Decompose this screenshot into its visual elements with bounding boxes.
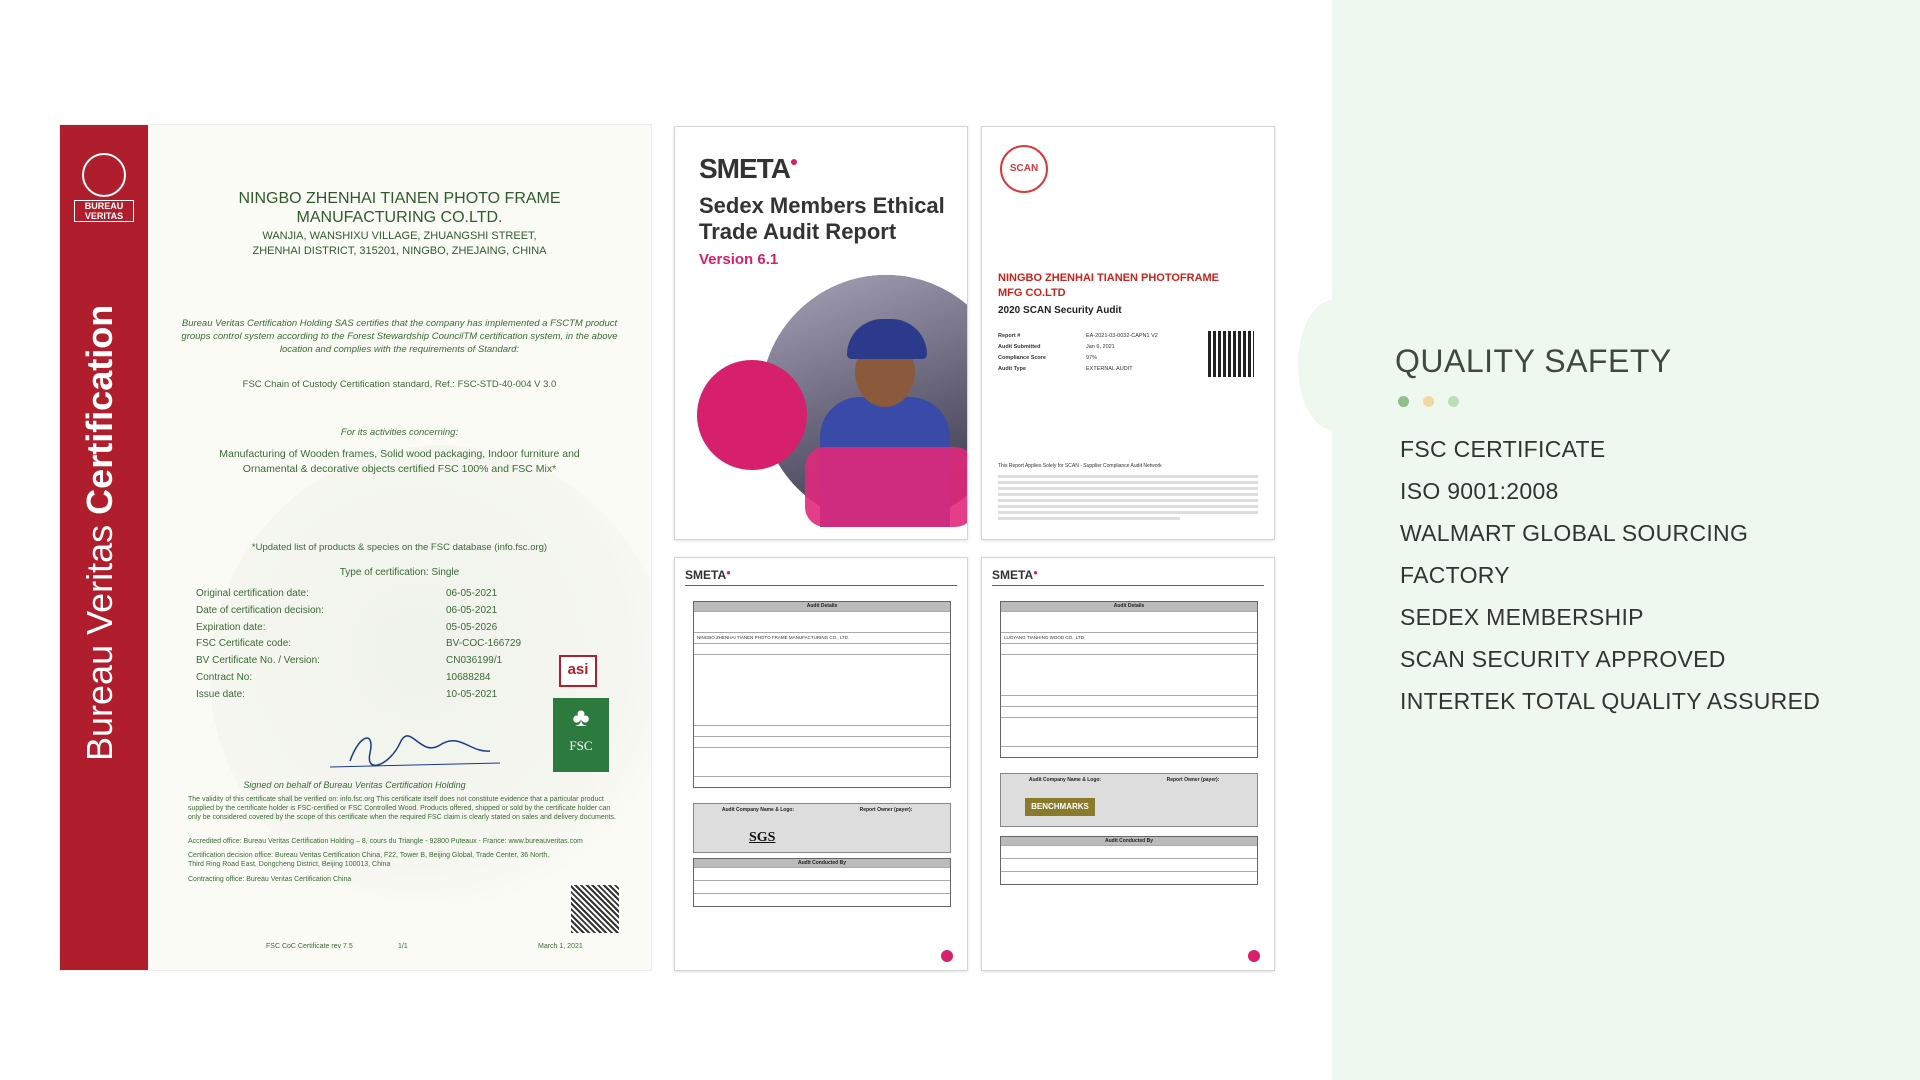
header-rule [685,585,957,586]
qr-code-icon [571,885,619,933]
company-name [148,189,651,227]
detail-label: Contract No: [196,671,253,683]
scan-subtitle: 2020 SCAN Security Audit [998,305,1122,316]
activities [148,447,651,477]
company-line: NINGBO ZHENHAI TIANEN PHOTOFRAME [998,272,1220,284]
audit-company-box [1000,773,1258,827]
dot-3 [1448,396,1459,407]
smeta-logo [685,568,731,582]
cert-item: INTERTEK TOTAL QUALITY ASSURED [1400,688,1821,714]
table-row [694,611,950,632]
smeta-logo-text: SMETA [992,568,1034,582]
audit-company-label: Audit Company Name & Logo: [1028,777,1102,783]
address-line: WANJIA, WANSHIXU VILLAGE, ZHUANGSHI STREET, [262,230,537,242]
row-value: 97% [1086,355,1098,361]
report-owner-label: Report Owner (payer): [859,807,913,813]
detail-value: CN036199/1 [446,655,503,667]
table-row: LUOYANG TIANHING WOOD CO., LTD [1001,632,1257,643]
table-row [1001,654,1257,695]
accredited-office: Accredited office: Bureau Veritas Certification Holding – 8, cours du Triangle - 92800 Puteaux - France: www.bureauveritas.com [188,838,583,845]
detail-row [196,687,521,704]
cert-item: SCAN SECURITY APPROVED [1400,646,1726,672]
scan-row [998,353,1158,364]
detail-value: 06-05-2021 [446,604,498,616]
decision-office: Certification decision office: Bureau Veritas Certification China, F22, Tower B, Beijing Global, Trade Center, 36 North, Third Ring Road East, Dongcheng District, Beijing 100013, China [188,852,550,868]
detail-row [196,603,521,620]
scan-company [998,271,1219,301]
smeta-logo-text: SMETA [685,568,727,582]
audit-conducted-table [693,858,951,907]
scan-logo: SCAN [1000,145,1048,193]
pink-circle-shape [697,360,807,470]
brand-band [60,125,148,970]
address-line: ZHENHAI DISTRICT, 315201, NINGBO, ZHEJAING, CHINA [252,245,547,257]
detail-label: Issue date: [196,688,245,700]
panel-notch [1298,300,1368,430]
table-row: NINGBO ZHENHAI TIANEN PHOTO FRAME MANUFACTURING CO., LTD. [694,632,950,643]
row-label: Report # [998,333,1021,339]
smeta-logo [699,153,797,185]
smeta-title [699,193,945,245]
smeta-dot-icon: ● [726,568,731,577]
row-label: Audit Submitted [998,344,1041,350]
detail-row [196,620,521,637]
title-line: Sedex Members Ethical [699,193,945,218]
audit-company-box [693,803,951,853]
activities-line: Manufacturing of Wooden frames, Solid wood packaging, Indoor furniture and [219,448,580,460]
detail-row [196,586,521,603]
detail-value: 06-05-2021 [446,588,498,599]
fsc-tree-icon: ♣ [572,703,590,732]
vertical-brand [79,304,121,761]
table-row [694,747,950,776]
detail-value: BV-COC-166729 [446,638,522,650]
smeta-logo [992,568,1038,582]
smeta-version: Version 6.1 [699,251,779,268]
dot-2 [1423,396,1434,407]
signature [330,723,500,771]
title-line: Trade Audit Report [699,219,897,244]
table-row [1001,643,1257,654]
pink-fabric [805,447,968,527]
table-row [1001,845,1257,858]
brand-bold: Certification [79,304,120,515]
table-row [694,867,950,880]
detail-label: BV Certificate No. / Version: [196,655,320,667]
contracting-office: Contracting office: Bureau Veritas Certification China [188,876,352,883]
smeta-dot-icon: ● [1033,568,1038,577]
smeta-audit-page-2 [981,557,1275,971]
table-row [1001,706,1257,717]
detail-row [196,670,521,687]
detail-row [196,636,521,653]
header-rule [992,585,1264,586]
scan-row [998,364,1158,375]
updated-note: *Updated list of products & species on the FSC database (info.fsc.org) [251,542,548,553]
asi-badge-icon: asi [559,655,597,687]
disclaimer-text [998,475,1258,523]
bureau-veritas-certificate [59,124,652,971]
scan-row [998,342,1158,353]
smeta-audit-page-1 [674,557,968,971]
detail-label: Date of certification decision: [196,604,324,616]
seal-icon [82,153,126,197]
row-label: Audit Type [998,366,1027,372]
cert-item: WALMART GLOBAL SOURCING [1400,520,1749,546]
scan-applies-note: This Report Applies Solely for SCAN - Supplier Compliance Audit Network [998,463,1162,469]
detail-label: Original certification date: [196,588,309,599]
fsc-logo [553,698,609,772]
qr-code-icon [1208,331,1254,377]
logo-text: BUREAU VERITAS [74,200,134,222]
table-row [694,736,950,747]
certificate-list [1400,433,1820,727]
scan-row [998,331,1158,342]
table-header: Audit Details [1001,602,1257,611]
smeta-dot-icon: ● [789,153,798,169]
row-value: EXTERNAL AUDIT [1086,366,1133,372]
row-value: EA-2021-03-0032-CAPN1 V2 [1086,333,1158,339]
table-row [694,893,950,906]
footer-date: March 1, 2021 [538,943,583,950]
company-line: MFG CO.LTD [998,287,1066,299]
validity-note: The validity of this certificate shall be verified on: info.fsc.org This certificate itself does not constitute evidence that a particular product supplied by the certificate holder is FSC-certified or FSC Controlled Wood. Products offered, shipped or sold by the certificate holder can only be considered covered by the scope of this certificate when the required FSC claim is clearly stated on sales and delivery documents. [188,796,616,821]
bureau-veritas-logo [74,153,134,225]
for-activities: For its activities concerning: [340,427,459,438]
sgs-logo: SGS [749,830,776,845]
footer-rev: FSC CoC Certificate rev 7.5 [266,943,353,950]
page-dot-icon [941,950,953,962]
smeta-report-cover [674,126,968,540]
table-row [1001,611,1257,632]
row-value: Jan 6, 2021 [1086,344,1115,350]
table-row [694,880,950,893]
page-dot-icon [1248,950,1260,962]
detail-label: Expiration date: [196,621,266,633]
brand-light: Bureau Veritas [79,524,120,761]
cert-item: FACTORY [1400,562,1510,588]
table-row [1001,695,1257,706]
table-header: Audit Details [694,602,950,611]
table-row [1001,746,1257,757]
detail-value: 10688284 [446,671,491,683]
row-label: Compliance Score [998,355,1046,361]
cert-item: FSC CERTIFICATE [1400,436,1606,462]
cert-item: SEDEX MEMBERSHIP [1400,604,1644,630]
detail-label: FSC Certificate code: [196,638,292,650]
signed-on-behalf: Signed on behalf of Bureau Veritas Certification Holding [243,780,466,790]
table-row [694,725,950,736]
activities-line: Ornamental & decorative objects certified FSC 100% and FSC Mix* [242,463,557,475]
audit-details-table [693,601,951,788]
table-row [694,654,950,725]
smeta-logo-text: SMETA [699,153,790,184]
dot-1 [1398,396,1409,407]
table-header: Audit Conducted By [1001,837,1257,845]
section-title: QUALITY SAFETY [1395,343,1672,379]
benchmarks-logo: BENCHMARKS [1025,798,1095,816]
certificate-details [196,586,521,704]
company-line: NINGBO ZHENHAI TIANEN PHOTO FRAME [238,190,561,207]
audit-details-table [1000,601,1258,758]
audit-company-label: Audit Company Name & Logo: [721,807,795,813]
table-row [1001,871,1257,884]
certification-type: Type of certification: Single [339,567,460,578]
scan-security-report [981,126,1275,540]
certification-statement: Bureau Veritas Certification Holding SAS certifies that the company has implemented a FSCTM product groups control system according to the Forest Stewardship CouncilTM certification system, in the above location and complies with the requirements of Standard: [181,318,618,355]
footer-page: 1/1 [398,943,408,950]
scan-details [998,331,1158,375]
decorative-dots [1398,396,1459,407]
table-row [694,776,950,787]
standard-reference: FSC Chain of Custody Certification standard, Ref.: FSC-STD-40-004 V 3.0 [242,379,557,390]
audit-conducted-table [1000,836,1258,885]
table-header: Audit Conducted By [694,859,950,867]
table-row [1001,858,1257,871]
worker-cap [847,319,927,359]
table-row [694,643,950,654]
company-address [148,229,651,259]
detail-value: 10-05-2021 [446,688,498,700]
fsc-text: FSC [569,738,593,753]
detail-value: 05-05-2026 [446,621,498,633]
company-line: MANUFACTURING CO.LTD. [296,209,503,226]
cert-item: ISO 9001:2008 [1400,478,1559,504]
detail-row [196,653,521,670]
report-owner-label: Report Owner (payer): [1166,777,1220,783]
table-row [1001,717,1257,746]
